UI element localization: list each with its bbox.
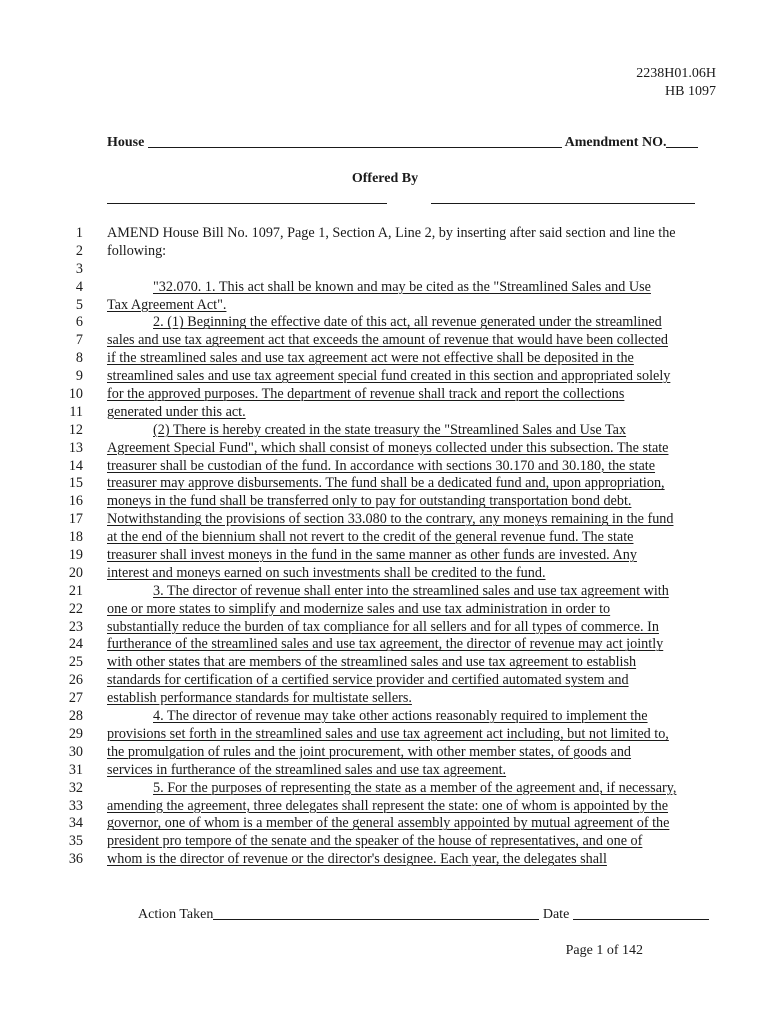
line-number: 12 bbox=[68, 421, 83, 438]
line-text: amending the agreement, three delegates shall represent the state: one of whom is appointed by the bbox=[107, 797, 669, 814]
document-line bbox=[0, 243, 770, 261]
line-text: governor, one of whom is a member of the general assembly appointed by mutual agreement of the bbox=[107, 815, 670, 832]
page-number: Page 1 of 142 bbox=[565, 943, 643, 958]
document-line bbox=[0, 404, 770, 422]
line-text: Agreement Special Fund", which shall consist of moneys collected under this subsection. The state bbox=[107, 439, 669, 456]
line-number: 31 bbox=[68, 761, 83, 778]
line-number: 24 bbox=[68, 636, 83, 653]
document-line bbox=[0, 440, 770, 458]
document-line bbox=[0, 493, 770, 511]
line-number: 27 bbox=[68, 690, 83, 707]
amendment-body bbox=[0, 225, 770, 869]
line-number: 29 bbox=[68, 725, 83, 742]
line-text: establish performance standards for multistate sellers. bbox=[107, 690, 412, 707]
house-label: House bbox=[107, 135, 145, 150]
document-line bbox=[0, 261, 770, 279]
line-text: provisions set forth in the streamlined sales and use tax agreement act including, but not limited to, bbox=[107, 725, 669, 742]
document-line bbox=[0, 386, 770, 404]
document-line bbox=[0, 619, 770, 637]
line-number: 10 bbox=[68, 386, 83, 403]
document-line bbox=[0, 368, 770, 386]
line-number: 35 bbox=[68, 833, 83, 850]
line-number: 30 bbox=[68, 743, 83, 760]
document-line bbox=[0, 547, 770, 565]
line-text: standards for certification of a certified service provider and certified automated system and bbox=[107, 672, 629, 689]
line-number: 36 bbox=[68, 851, 83, 868]
line-number: 20 bbox=[68, 564, 83, 581]
line-number: 15 bbox=[68, 475, 83, 492]
line-number: 11 bbox=[69, 403, 83, 420]
line-number: 9 bbox=[75, 368, 83, 385]
document-id: 2238H01.06H bbox=[636, 66, 716, 81]
house-fill-line bbox=[148, 147, 562, 148]
line-number: 13 bbox=[68, 439, 83, 456]
line-text: treasurer shall invest moneys in the fund in the same manner as other funds are invested. Any bbox=[107, 547, 637, 564]
line-text: for the approved purposes. The department of revenue shall track and report the collections bbox=[107, 386, 625, 403]
document-line bbox=[0, 672, 770, 690]
line-number: 7 bbox=[75, 332, 83, 349]
line-text: generated under this act. bbox=[107, 403, 246, 420]
document-line bbox=[0, 636, 770, 654]
line-number: 4 bbox=[75, 278, 83, 295]
line-number: 6 bbox=[75, 314, 83, 331]
line-number: 5 bbox=[75, 296, 83, 313]
line-text: (2) There is hereby created in the state treasury the "Streamlined Sales and Use Tax bbox=[153, 421, 627, 438]
line-text: substantially reduce the burden of tax compliance for all sellers and for all types of commerce. In bbox=[107, 618, 659, 635]
house-amendment-row bbox=[107, 135, 713, 151]
line-number: 3 bbox=[75, 260, 83, 277]
line-number: 32 bbox=[68, 779, 83, 796]
document-line bbox=[0, 279, 770, 297]
document-line bbox=[0, 780, 770, 798]
document-line bbox=[0, 565, 770, 583]
line-number: 33 bbox=[68, 797, 83, 814]
line-text: Notwithstanding the provisions of section 33.080 to the contrary, any moneys remaining in the fund bbox=[107, 511, 674, 528]
document-line bbox=[0, 762, 770, 780]
action-fill-line bbox=[213, 919, 539, 920]
line-number: 28 bbox=[68, 708, 83, 725]
line-text: president pro tempore of the senate and the speaker of the house of representatives, and one of bbox=[107, 833, 643, 850]
document-line bbox=[0, 422, 770, 440]
line-number: 25 bbox=[68, 654, 83, 671]
document-line bbox=[0, 833, 770, 851]
line-number: 21 bbox=[68, 582, 83, 599]
action-taken-label: Action Taken bbox=[138, 907, 214, 922]
line-text: the promulgation of rules and the joint procurement, with other member states, of goods and bbox=[107, 743, 632, 760]
document-line bbox=[0, 690, 770, 708]
line-number: 2 bbox=[75, 242, 83, 259]
line-number: 18 bbox=[68, 529, 83, 546]
document-line bbox=[0, 225, 770, 243]
line-text: one or more states to simplify and modernize sales and use tax administration in order to bbox=[107, 600, 611, 617]
line-text: sales and use tax agreement act that exceeds the amount of revenue that would have been collected bbox=[107, 332, 668, 349]
line-number: 16 bbox=[68, 493, 83, 510]
line-number: 17 bbox=[68, 511, 83, 528]
line-text: streamlined sales and use tax agreement special fund created in this section and appropriated solely bbox=[107, 368, 671, 385]
document-line bbox=[0, 475, 770, 493]
document-line bbox=[0, 815, 770, 833]
line-text: following: bbox=[107, 242, 167, 259]
document-line bbox=[0, 601, 770, 619]
line-number: 1 bbox=[75, 225, 83, 241]
line-text: AMEND House Bill No. 1097, Page 1, Section A, Line 2, by inserting after said section and line the bbox=[107, 225, 676, 241]
document-line bbox=[0, 583, 770, 601]
line-text: services in furtherance of the streamlined sales and use tax agreement. bbox=[107, 761, 507, 778]
amendment-number-fill-line bbox=[666, 147, 698, 148]
line-text: 4. The director of revenue may take other actions reasonably required to implement the bbox=[153, 708, 648, 725]
line-text: with other states that are members of the streamlined sales and use tax agreement to establish bbox=[107, 654, 637, 671]
document-line bbox=[0, 297, 770, 315]
line-number: 8 bbox=[75, 350, 83, 367]
document-line bbox=[0, 511, 770, 529]
line-number: 14 bbox=[68, 457, 83, 474]
document-line bbox=[0, 350, 770, 368]
sponsor-signature-line-1 bbox=[107, 203, 387, 204]
date-label: Date bbox=[542, 907, 570, 922]
line-text: furtherance of the streamlined sales and use tax agreement, the director of revenue may act jointly bbox=[107, 636, 664, 653]
line-text: 3. The director of revenue shall enter into the streamlined sales and use tax agreement with bbox=[153, 582, 669, 599]
line-text: Tax Agreement Act". bbox=[107, 296, 227, 313]
document-line bbox=[0, 458, 770, 476]
line-text: "32.070. 1. This act shall be known and may be cited as the "Streamlined Sales and Use bbox=[153, 278, 651, 295]
document-line bbox=[0, 726, 770, 744]
bill-number: HB 1097 bbox=[665, 84, 716, 99]
line-number: 23 bbox=[68, 618, 83, 635]
document-line bbox=[0, 314, 770, 332]
line-text: 5. For the purposes of representing the state as a member of the agreement and, if necessary, bbox=[153, 779, 677, 796]
line-number: 22 bbox=[68, 600, 83, 617]
action-row bbox=[138, 907, 709, 923]
line-number: 19 bbox=[68, 547, 83, 564]
document-line bbox=[0, 654, 770, 672]
document-line bbox=[0, 851, 770, 869]
date-fill-line bbox=[573, 919, 709, 920]
document-line bbox=[0, 744, 770, 762]
document-line bbox=[0, 332, 770, 350]
line-text: whom is the director of revenue or the director's designee. Each year, the delegates shall bbox=[107, 851, 607, 868]
document-line bbox=[0, 708, 770, 726]
line-text: moneys in the fund shall be transferred only to pay for outstanding transportation bond debt. bbox=[107, 493, 632, 510]
line-text: 2. (1) Beginning the effective date of this act, all revenue generated under the streamlined bbox=[153, 314, 662, 331]
line-number: 26 bbox=[68, 672, 83, 689]
document-line bbox=[0, 529, 770, 547]
line-text: treasurer shall be custodian of the fund. In accordance with sections 30.170 and 30.180, the state bbox=[107, 457, 656, 474]
document-line bbox=[0, 798, 770, 816]
amendment-label: Amendment NO. bbox=[564, 135, 667, 150]
line-text: interest and moneys earned on such investments shall be credited to the fund. bbox=[107, 564, 546, 581]
offered-by-label: Offered By bbox=[351, 171, 419, 186]
line-text: at the end of the biennium shall not revert to the credit of the general revenue fund. The state bbox=[107, 529, 634, 546]
sponsor-signature-line-2 bbox=[431, 203, 695, 204]
line-text: treasurer may approve disbursements. The fund shall be a dedicated fund and, upon appropriation, bbox=[107, 475, 665, 492]
line-number: 34 bbox=[68, 815, 83, 832]
line-text: if the streamlined sales and use tax agreement act were not effective shall be deposited in the bbox=[107, 350, 634, 367]
